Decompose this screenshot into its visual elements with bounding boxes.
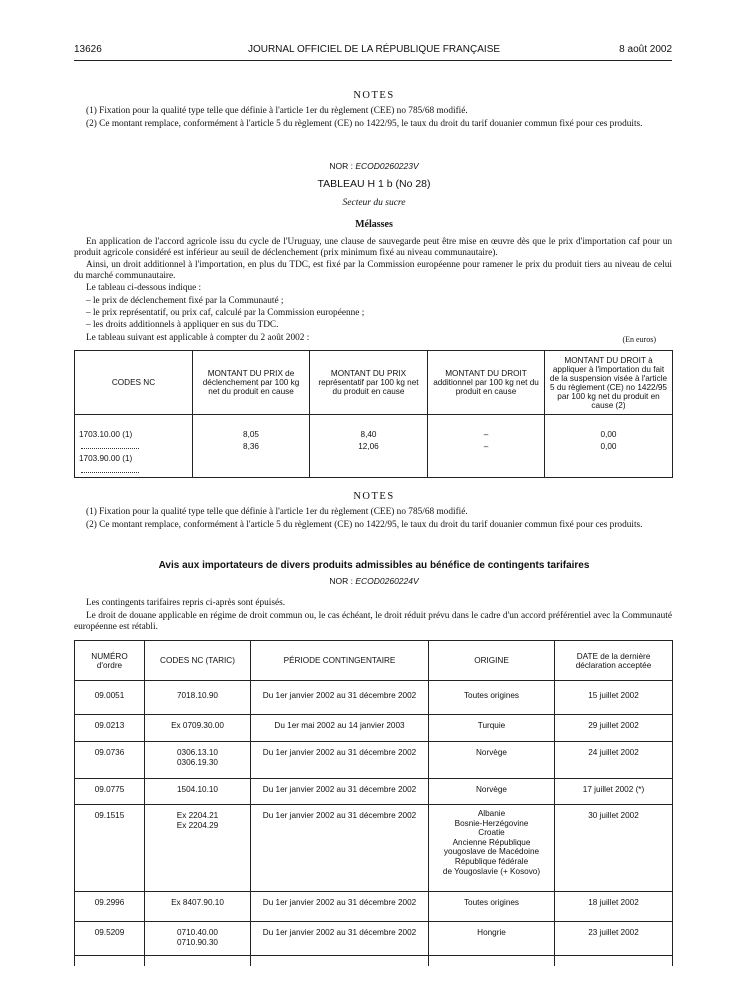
- currency-note: (En euros): [622, 335, 656, 344]
- additional-duty-value: –: [483, 442, 489, 451]
- col-header-representative-price: MONTANT DU PRIX représentatif par 100 kg net du produit en cause: [310, 351, 428, 415]
- last-declaration-date: 23 juillet 2002: [555, 922, 673, 956]
- col-header-codes-taric: CODES NC (TARIC): [145, 641, 251, 681]
- quota-period: Du 1er janvier 2002 au 31 décembre 2002: [251, 681, 429, 715]
- order-number: 09.0051: [75, 681, 145, 715]
- list-item: – le prix de déclenchement fixé par la Communauté ;: [86, 296, 284, 306]
- note-2-top: (2) Ce montant remplace, conformément à l'article 5 du règlement (CE) no 1422/95, le taux du droit du tarif douanier commun fixé pour ces produits.: [86, 119, 643, 129]
- quota-period: Du 1er janvier 2002 au 31 décembre 2002: [251, 922, 429, 956]
- quota-exhausted-paragraph: Les contingents tarifaires repris ci-après sont épuisés.: [86, 598, 286, 608]
- table-title: TABLEAU H 1 b (No 28): [317, 178, 431, 190]
- trigger-price-value: 8,05: [243, 430, 259, 439]
- origin: Norvège: [429, 742, 555, 779]
- nor-reference-1: [0, 161, 748, 171]
- last-declaration-date: 29 juillet 2002: [555, 715, 673, 742]
- table-row: [75, 805, 673, 892]
- sector-label: Secteur du sucre: [342, 198, 406, 208]
- nor-reference-2: [0, 576, 748, 586]
- order-number: 09.1515: [75, 805, 145, 892]
- additional-duty-value: –: [483, 430, 489, 439]
- nor-label: NOR :: [329, 576, 353, 586]
- trigger-price-value: 8,36: [243, 442, 259, 451]
- notice-title: Avis aux importateurs de divers produits admissibles au bénéfice de contingents tarifaires: [158, 560, 590, 571]
- table-row-code: [79, 453, 188, 477]
- order-number: 09.0775: [75, 779, 145, 805]
- list-item: – les droits additionnels à appliquer en sus du TDC.: [86, 320, 279, 330]
- taric-codes: 7018.10.90: [145, 681, 251, 715]
- code-value: 1703.10.00 (1): [79, 430, 133, 439]
- table-row: [75, 892, 673, 922]
- origin: Norvège: [429, 779, 555, 805]
- table-row: [75, 681, 673, 715]
- taric-codes: Ex 2204.21 Ex 2204.29: [145, 805, 251, 892]
- intro-paragraph: En application de l'accord agricole issu du cycle de l'Uruguay, une clause de sauvegarde peut être mise en œuvre dès que le prix d'importation caf pour un produit agricole considéré est inférieur au seuil de déclenchement (prix minimum fixé au niveau communautaire).: [74, 237, 672, 258]
- notes-heading-top: NOTES: [353, 90, 395, 101]
- leader-dots: [81, 466, 139, 473]
- origin: Albanie Bosnie-Herzégovine Croatie Ancienne République yougoslave de Macédoine République fédérale de Yougoslavie (+ Kosovo): [429, 805, 555, 892]
- representative-price-value: 8,40: [360, 430, 377, 439]
- table-continuation: [75, 956, 673, 966]
- taric-codes: 1504.10.10: [145, 779, 251, 805]
- applied-duty-value: 0,00: [600, 442, 617, 451]
- order-number: 09.0213: [75, 715, 145, 742]
- quota-period: Du 1er janvier 2002 au 31 décembre 2002: [251, 892, 429, 922]
- table-row-code: [79, 429, 188, 453]
- quota-period: Du 1er janvier 2002 au 31 décembre 2002: [251, 805, 429, 892]
- representative-price-value: 12,06: [358, 442, 379, 451]
- applicability-statement: Le tableau suivant est applicable à compter du 2 août 2002 :: [86, 333, 310, 343]
- note-1-top: (1) Fixation pour la qualité type telle que définie à l'article 1er du règlement (CEE) no 785/68 modifié.: [86, 106, 468, 116]
- taric-codes: 0710.40.00 0710.90.30: [145, 922, 251, 956]
- col-header-codes-nc: CODES NC: [75, 351, 193, 415]
- note-1-bottom: (1) Fixation pour la qualité type telle que définie à l'article 1er du règlement (CEE) no 785/68 modifié.: [86, 507, 468, 517]
- leader-dots: [81, 442, 139, 449]
- table-row: [75, 715, 673, 742]
- list-intro: Le tableau ci-dessous indique :: [86, 283, 202, 293]
- origin: Hongrie: [429, 922, 555, 956]
- header-rule: [74, 60, 672, 61]
- col-header-last-declaration-date: DATE de la dernière déclaration acceptée: [555, 641, 673, 681]
- table-row: [75, 742, 673, 779]
- quota-period: Du 1er mai 2002 au 14 janvier 2003: [251, 715, 429, 742]
- quota-period: Du 1er janvier 2002 au 31 décembre 2002: [251, 742, 429, 779]
- journal-title: JOURNAL OFFICIEL DE LA RÉPUBLIQUE FRANÇAISE: [247, 44, 501, 55]
- table-row: [75, 922, 673, 956]
- issue-date: 8 août 2002: [619, 44, 672, 55]
- notes-heading-bottom: NOTES: [353, 491, 395, 502]
- order-number: 09.0736: [75, 742, 145, 779]
- taric-codes: Ex 8407.90.10: [145, 892, 251, 922]
- list-item: – le prix représentatif, ou prix caf, calculé par la Commission européenne ;: [86, 308, 365, 318]
- taric-codes: 0306.13.10 0306.19.30: [145, 742, 251, 779]
- nor-code: ECOD0260224V: [355, 576, 419, 586]
- last-declaration-date: 15 juillet 2002: [555, 681, 673, 715]
- additional-duty-paragraph: Ainsi, un droit additionnel à l'importation, en plus du TDC, est fixé par la Commission européenne pour ramener le prix du produit tiers au niveau de celui du marché communautaire.: [74, 260, 672, 281]
- code-value: 1703.90.00 (1): [79, 454, 133, 463]
- order-number: 09.5209: [75, 922, 145, 956]
- taric-codes: Ex 0709.30.00: [145, 715, 251, 742]
- table-body: [75, 415, 673, 478]
- col-header-trigger-price: MONTANT DU PRIX de déclenchement par 100 kg net du produit en cause: [193, 351, 310, 415]
- col-header-order-number: NUMÉRO d'ordre: [75, 641, 145, 681]
- origin: Toutes origines: [429, 681, 555, 715]
- nor-label: NOR :: [329, 161, 353, 171]
- order-number: 09.2996: [75, 892, 145, 922]
- molasses-price-table: [74, 350, 673, 478]
- last-declaration-date: 30 juillet 2002: [555, 805, 673, 892]
- product-heading: Mélasses: [355, 219, 393, 230]
- table-row: [75, 779, 673, 805]
- origin: Toutes origines: [429, 892, 555, 922]
- col-header-applied-duty: MONTANT DU DROIT à appliquer à l'importation du fait de la suspension visée à l'article 5 du règlement (CE) no 1422/95 par 100 kg net du produit en cause (2): [545, 351, 673, 415]
- applied-duty-value: 0,00: [600, 430, 617, 439]
- quota-period: Du 1er janvier 2002 au 31 décembre 2002: [251, 779, 429, 805]
- last-declaration-date: 17 juillet 2002 (*): [555, 779, 673, 805]
- page-number: 13626: [74, 44, 102, 55]
- col-header-additional-duty: MONTANT DU DROIT additionnel par 100 kg net du produit en cause: [428, 351, 545, 415]
- tariff-quota-table: [74, 640, 673, 966]
- last-declaration-date: 24 juillet 2002: [555, 742, 673, 779]
- col-header-origin: ORIGINE: [429, 641, 555, 681]
- origin: Turquie: [429, 715, 555, 742]
- note-2-bottom: (2) Ce montant remplace, conformément à l'article 5 du règlement (CE) no 1422/95, le taux du droit du tarif douanier commun fixé pour ces produits.: [86, 520, 643, 530]
- duty-restored-paragraph: Le droit de douane applicable en régime de droit commun ou, le cas échéant, le droit réduit prévu dans le cadre d'un accord préférentiel avec la Communauté européenne est rétabli.: [74, 611, 672, 632]
- last-declaration-date: 18 juillet 2002: [555, 892, 673, 922]
- col-header-quota-period: PÉRIODE CONTINGENTAIRE: [251, 641, 429, 681]
- nor-code: ECOD0260223V: [355, 161, 419, 171]
